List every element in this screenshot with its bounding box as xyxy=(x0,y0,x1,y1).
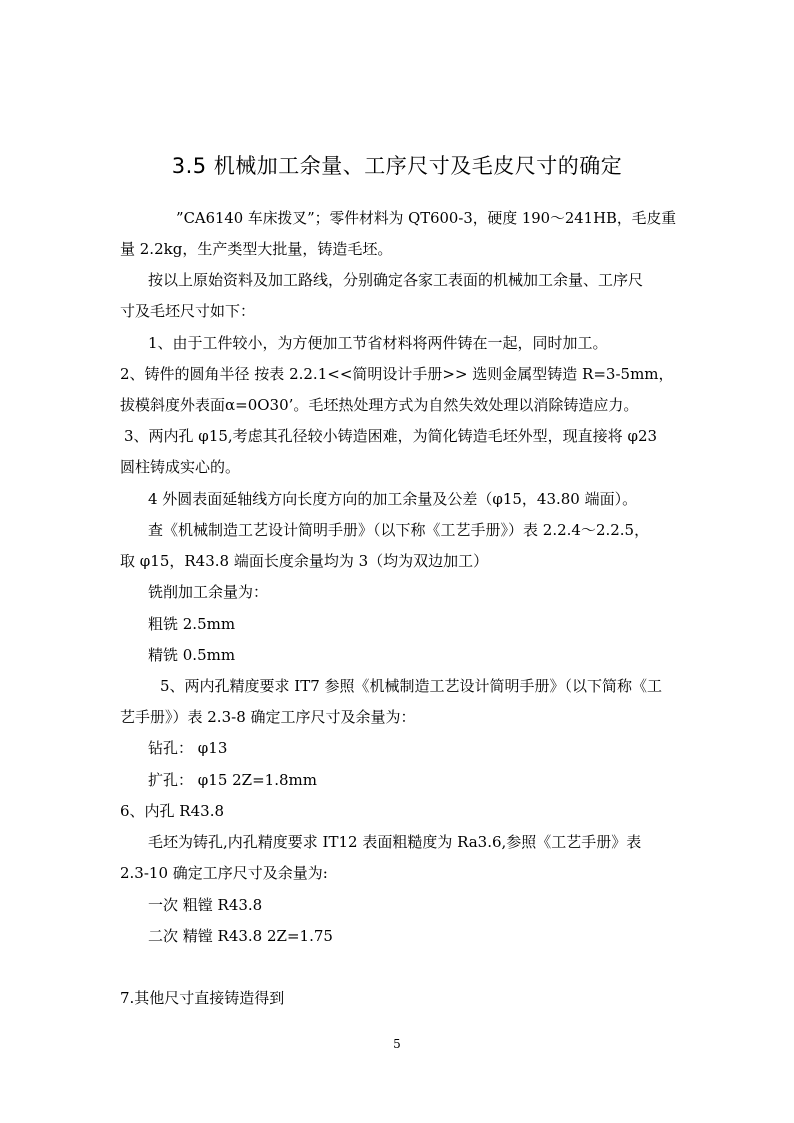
paragraph-line: 扩孔： φ15 2Z=1.8mm xyxy=(148,771,317,789)
paragraph-line: 2、铸件的圆角半径 按表 2.2.1<<简明设计手册>> 选则金属型铸造 R=3-5mm， xyxy=(120,365,674,383)
section-title: 3.5 机械加工余量、工序尺寸及毛皮尺寸的确定 xyxy=(171,154,623,178)
paragraph-line: 5、两内孔精度要求 IT7 参照《机械制造工艺设计简明手册》（以下简称《工 xyxy=(160,677,663,695)
paragraph-line: 二次 精镗 R43.8 2Z=1.75 xyxy=(148,927,333,945)
paragraph-line: 按以上原始资料及加工路线，分别确定各家工表面的机械加工余量、工序尺 xyxy=(148,271,644,289)
paragraph-line: 毛坯为铸孔,内孔精度要求 IT12 表面粗糙度为 Ra3.6,参照《工艺手册》表 xyxy=(148,833,642,851)
paragraph-line: 钻孔： φ13 xyxy=(148,739,228,757)
paragraph-line: 量 2.2kg，生产类型大批量，铸造毛坯。 xyxy=(120,240,393,258)
paragraph-line: 查《机械制造工艺设计简明手册》（以下称《工艺手册》）表 2.2.4～2.2.5， xyxy=(148,521,650,539)
paragraph-line: 2.3-10 确定工序尺寸及余量为: xyxy=(120,864,328,882)
paragraph-line: 7.其他尺寸直接铸造得到 xyxy=(120,989,285,1007)
paragraph-line: 粗铣 2.5mm xyxy=(148,615,236,633)
paragraph-line: 圆柱铸成实心的。 xyxy=(120,458,241,476)
paragraph-line: 6、内孔 R43.8 xyxy=(120,802,225,820)
paragraph-line: 一次 粗镗 R43.8 xyxy=(148,896,263,914)
paragraph-line: 1、由于工件较小，为方便加工节省材料将两件铸在一起，同时加工。 xyxy=(148,334,608,352)
paragraph-line: 铣削加工余量为： xyxy=(148,583,269,601)
paragraph-line: 取 φ15，R43.8 端面长度余量均为 3（均为双边加工） xyxy=(120,552,489,570)
page-number: 5 xyxy=(393,1037,401,1051)
paragraph-line: 4 外圆表面延轴线方向长度方向的加工余量及公差（φ15，43.80 端面）。 xyxy=(148,490,638,508)
paragraph-line: 3、两内孔 φ15,考虑其孔径较小铸造困难，为简化铸造毛坯外型，现直接将 φ23 xyxy=(124,427,658,445)
paragraph-line: ”CA6140 车床拨叉”；零件材料为 QT600-3，硬度 190～241HB，毛皮重 xyxy=(176,209,677,227)
paragraph-line: 寸及毛坯尺寸如下： xyxy=(120,302,256,320)
paragraph-line: 艺手册》）表 2.3-8 确定工序尺寸及余量为： xyxy=(120,708,416,726)
paragraph-line: 精铣 0.5mm xyxy=(148,646,236,664)
paragraph-line: 拔模斜度外表面α=0O30’。毛坯热处理方式为自然失效处理以消除铸造应力。 xyxy=(120,396,639,414)
